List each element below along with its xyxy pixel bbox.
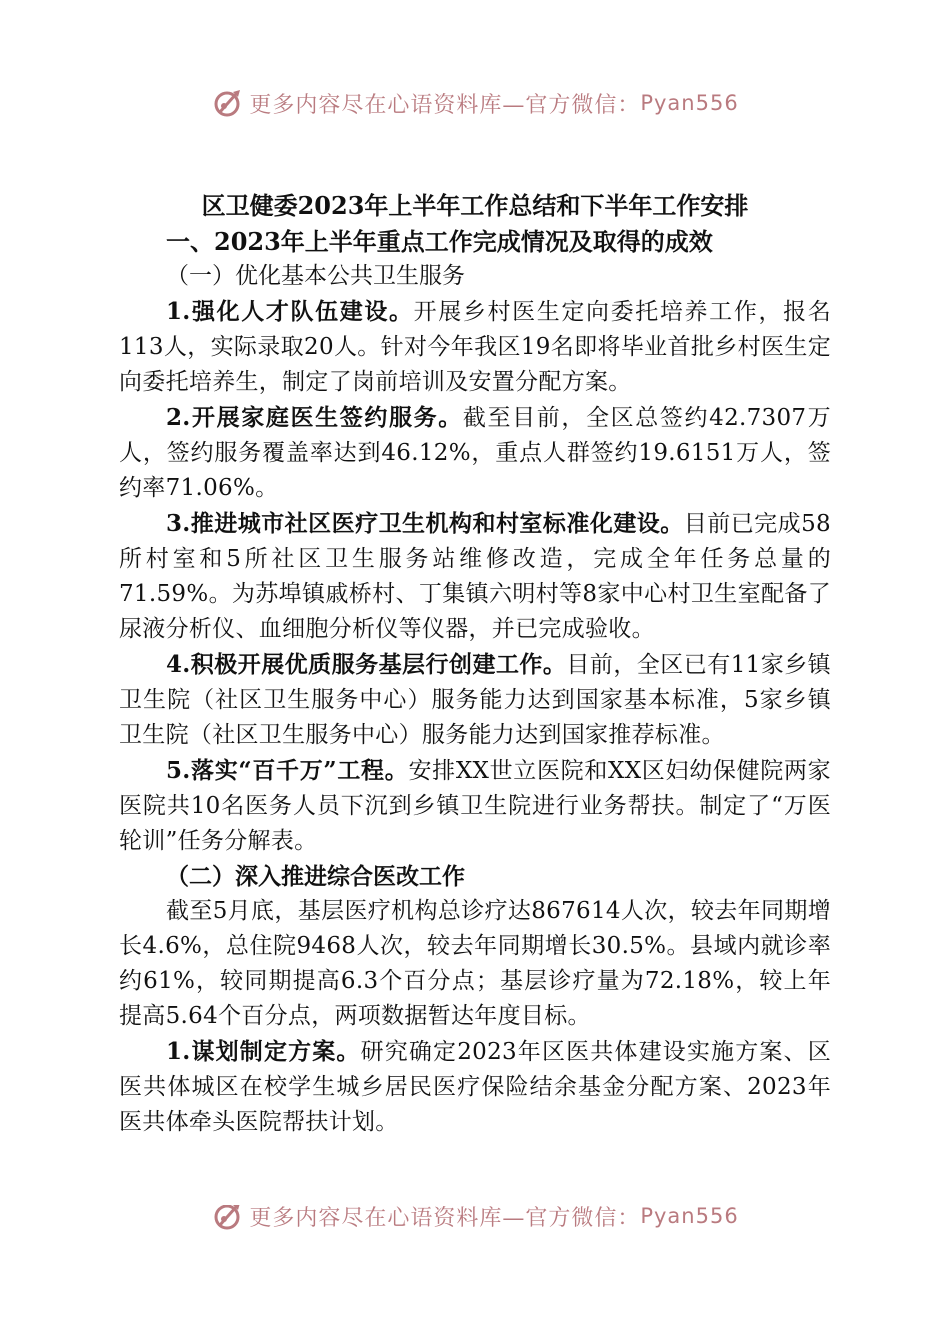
item-lead: 3.推进城市社区医疗卫生机构和村室标准化建设。 [166, 510, 684, 537]
document-body [119, 188, 831, 1140]
item-body: 开展乡村医生定向委托培养工作，报名113人，实际录取20人。针对今年我区19名即将毕业首批乡村医生定向委托培养生，制定了岗前培训及安置分配方案。 [119, 299, 832, 395]
paragraph-item-4 [119, 647, 831, 753]
paragraph-item-3 [119, 506, 831, 647]
item-lead: 1.谋划制定方案。 [166, 1038, 361, 1065]
watermark-id: Pyan556 [640, 91, 739, 115]
paragraph-item-2 [119, 400, 831, 506]
section-heading-1: 一、2023年上半年重点工作完成情况及取得的成效 [166, 227, 713, 256]
watermark-footer [0, 1205, 950, 1239]
item-body: 目前，全区已有11家乡镇卫生院（社区卫生服务中心）服务能力达到国家基本标准，5家乡镇卫生院（社区卫生服务中心）服务能力达到国家推荐标准。 [119, 652, 831, 748]
item-lead: 2.开展家庭医生签约服务。 [166, 404, 463, 431]
item-lead: 5.落实“百千万”工程。 [166, 757, 409, 784]
paragraph-reform-intro: 截至5月底，基层医疗机构总诊疗达867614人次，较去年同期增长4.6%，总住院9468人次，较去年同期增长30.5%。县域内就诊率约61%，较同期提高6.3个百分点；基层诊疗量为72.18%，较上年提高5.64个百分点，两项数据暂达年度目标。 [119, 898, 831, 1029]
watermark-text: 更多内容尽在心语资料库—官方微信： [249, 92, 641, 118]
watermark-header [0, 83, 950, 123]
item-body: 目前已完成58所村室和5所社区卫生服务站维修改造，完成全年任务总量的71.59%。为苏埠镇戚桥村、丁集镇六明村等8家中心村卫生室配备了尿液分析仪、血细胞分析仪等仪器，并已完成验收。 [119, 511, 831, 642]
item-body: 研究确定2023年区医共体建设实施方案、区医共体城区在校学生城乡居民医疗保险结余基金分配方案、2023年医共体牵头医院帮扶计划。 [119, 1039, 831, 1135]
paragraph-item-5 [119, 753, 831, 859]
subsection-heading-1: （一）优化基本公共卫生服务 [166, 263, 465, 289]
item-body: 截至目前，全区总签约42.7307万人，签约服务覆盖率达到46.12%，重点人群签约19.6151万人，签约率71.06%。 [119, 405, 831, 501]
paragraph-item-1 [119, 294, 831, 400]
logo-icon [211, 86, 245, 120]
document-title: 区卫健委2023年上半年工作总结和下半年工作安排 [201, 191, 749, 220]
subsection-heading-2: （二）深入推进综合医改工作 [166, 863, 465, 890]
logo-icon [211, 1205, 245, 1233]
item-lead: 4.积极开展优质服务基层行创建工作。 [166, 651, 567, 678]
paragraph-reform-item-1 [119, 1034, 831, 1140]
item-body: 安排XX世立医院和XX区妇幼保健院两家医院共10名医务人员下沉到乡镇卫生院进行业务帮扶。制定了“万医轮训”任务分解表。 [119, 758, 831, 854]
watermark-id: Pyan556 [640, 1205, 739, 1228]
item-lead: 1.强化人才队伍建设。 [166, 298, 414, 325]
watermark-text: 更多内容尽在心语资料库—官方微信： [249, 1205, 641, 1231]
